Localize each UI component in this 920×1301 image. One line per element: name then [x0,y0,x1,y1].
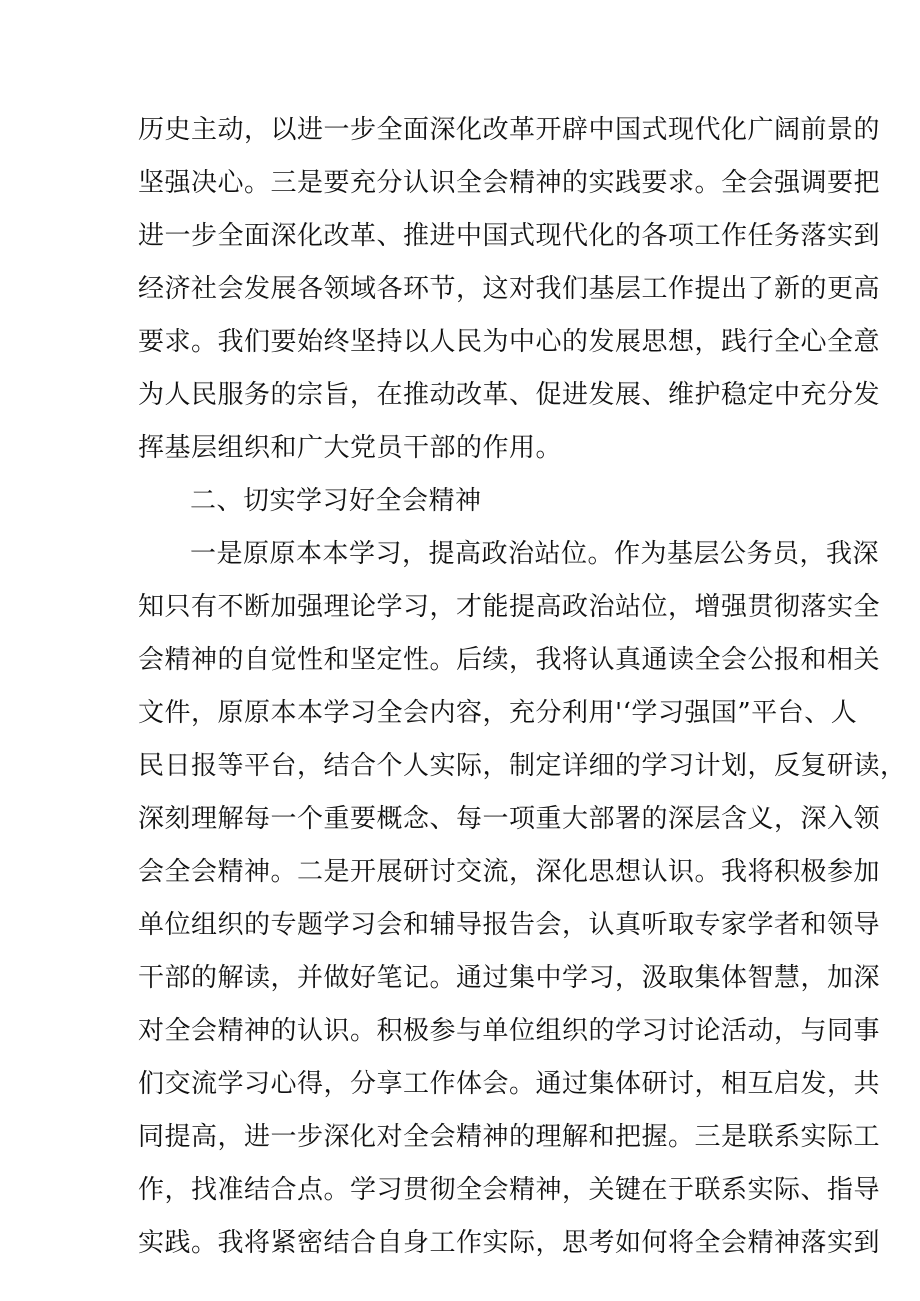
body-text [138,104,907,1270]
text-line: 们交流学习心得，分享工作体会。通过集体研讨，相互启发，共 [138,1069,881,1099]
text-line: 为人民服务的宗旨，在推动改革、促进发展、维护稳定中充分发 [138,380,881,410]
text-line: 单位组织的专题学习会和辅导报告会，认真听取专家学者和领导 [138,910,881,940]
text-line: 同提高，进一步深化对全会精神的理解和把握。三是联系实际工 [138,1122,881,1152]
text-line: 经济社会发展各领域各环节，这对我们基层工作提出了新的更高 [138,274,881,304]
text-line: 挥基层组织和广大党员干部的作用。 [138,433,563,463]
text-line: 深刻理解每一个重要概念、每一项重大部署的深层含义，深入领 [138,804,881,834]
text-line: 一是原原本本学习，提高政治站位。作为基层公务员，我深 [190,539,880,569]
text-line: 作，找准结合点。学习贯彻全会精神，关键在于联系实际、指导 [138,1175,881,1205]
text-line: 干部的解读，并做好笔记。通过集中学习，汲取集体智慧，加深 [138,963,881,993]
text-line: 会精神的自觉性和坚定性。后续，我将认真通读全会公报和相关 [138,645,881,675]
text-line: 实践。我将紧密结合自身工作实际，思考如何将全会精神落实到 [138,1228,881,1258]
text-line: 文件，原原本本学习全会内容，充分利用'‘学习强国”平台、人 [138,698,858,728]
section-heading: 二、切实学习好全会精神 [190,486,482,516]
text-line: 进一步全面深化改革、推进中国式现代化的各项工作任务落实到 [138,221,881,251]
text-line: 知只有不断加强理论学习，才能提高政治站位，增强贯彻落实全 [138,592,881,622]
text-line: 对全会精神的认识。积极参与单位组织的学习讨论活动，与同事 [138,1016,881,1046]
text-line: 民日报等平台，结合个人实际，制定详细的学习计划，反复研读， [138,751,907,781]
text-line: 历史主动，以进一步全面深化改革开辟中国式现代化广阔前景的 [138,115,881,145]
text-line: 要求。我们要始终坚持以人民为中心的发展思想，践行全心全意 [138,327,881,357]
text-line: 坚强决心。三是要充分认识全会精神的实践要求。全会强调要把 [138,168,881,198]
text-line: 会全会精神。二是开展研讨交流，深化思想认识。我将积极参加 [138,857,881,887]
